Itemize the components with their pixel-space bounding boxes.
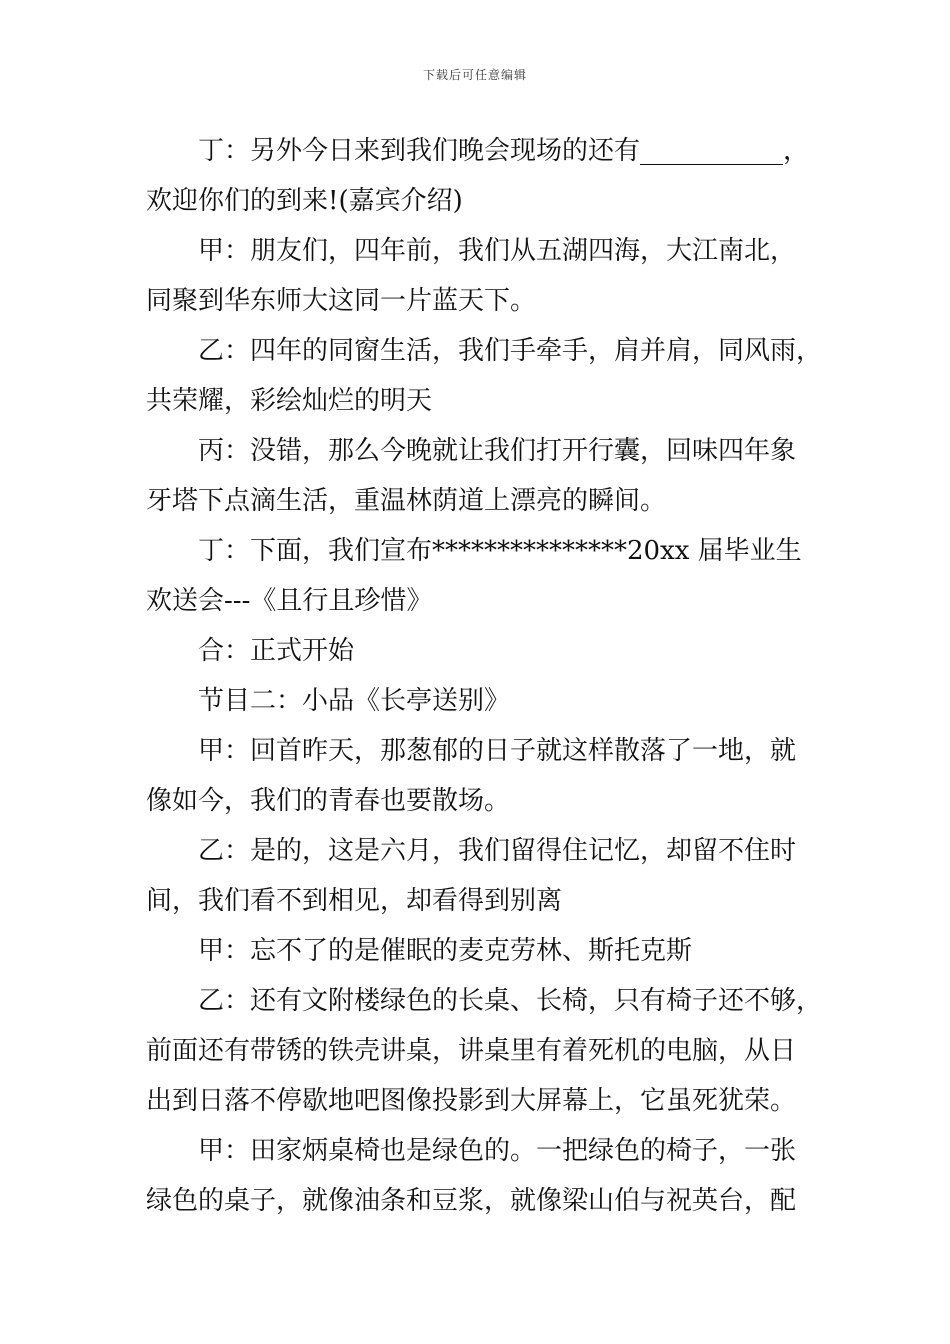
document-body	[146, 126, 823, 1226]
text-line-5: 乙：四年的同窗生活，我们手牵手，肩并肩，同风雨，	[198, 336, 823, 366]
text-line-3: 甲：朋友们，四年前，我们从五湖四海，大江南北，	[198, 236, 797, 266]
text-line-4: 同聚到华东师大这同一片蓝天下。	[146, 286, 537, 316]
text-line-14: 像如今，我们的青春也要散场。	[146, 786, 511, 816]
text-line-16: 间，我们看不到相见，却看得到别离	[146, 886, 563, 916]
text-line-18: 乙：还有文附楼绿色的长桌、长椅，只有椅子还不够，	[198, 986, 823, 1016]
text-line-6: 共荣耀，彩绘灿烂的明天	[146, 386, 433, 416]
text-line-8: 牙塔下点滴生活，重温林荫道上漂亮的瞬间。	[146, 486, 667, 516]
text-line-12: 节目二：小品《长亭送别》	[198, 686, 511, 716]
text-line-10: 欢送会---《且行且珍惜》	[146, 586, 433, 616]
text-line-11: 合：正式开始	[198, 636, 355, 666]
text-line-21: 甲：田家炳桌椅也是绿色的。一把绿色的椅子，一张	[198, 1136, 797, 1166]
text-line-17: 甲：忘不了的是催眠的麦克劳林、斯托克斯	[198, 936, 693, 966]
text-line-15: 乙：是的，这是六月，我们留得住记忆，却留不住时	[198, 836, 797, 866]
text-line-20: 出到日落不停歇地吧图像投影到大屏幕上，它虽死犹荣。	[146, 1086, 797, 1116]
page-header: 下载后可任意编辑	[422, 68, 527, 82]
text-line-2: 欢迎你们的到来!(嘉宾介绍)	[146, 186, 463, 216]
text-line-19: 前面还有带锈的铁壳讲桌，讲桌里有着死机的电脑，从日	[146, 1036, 797, 1066]
text-line-9: 丁：下面，我们宣布***************20xx 届毕业生	[198, 536, 802, 566]
text-line-22: 绿色的桌子，就像油条和豆浆，就像梁山伯与祝英台，配	[146, 1186, 797, 1216]
text-line-7: 丙：没错，那么今晚就让我们打开行囊，回味四年象	[198, 436, 797, 466]
text-line-13: 甲：回首昨天，那葱郁的日子就这样散落了一地，就	[198, 736, 797, 766]
text-line-1: 丁：另外今日来到我们晚会现场的还有___________，	[198, 136, 810, 166]
